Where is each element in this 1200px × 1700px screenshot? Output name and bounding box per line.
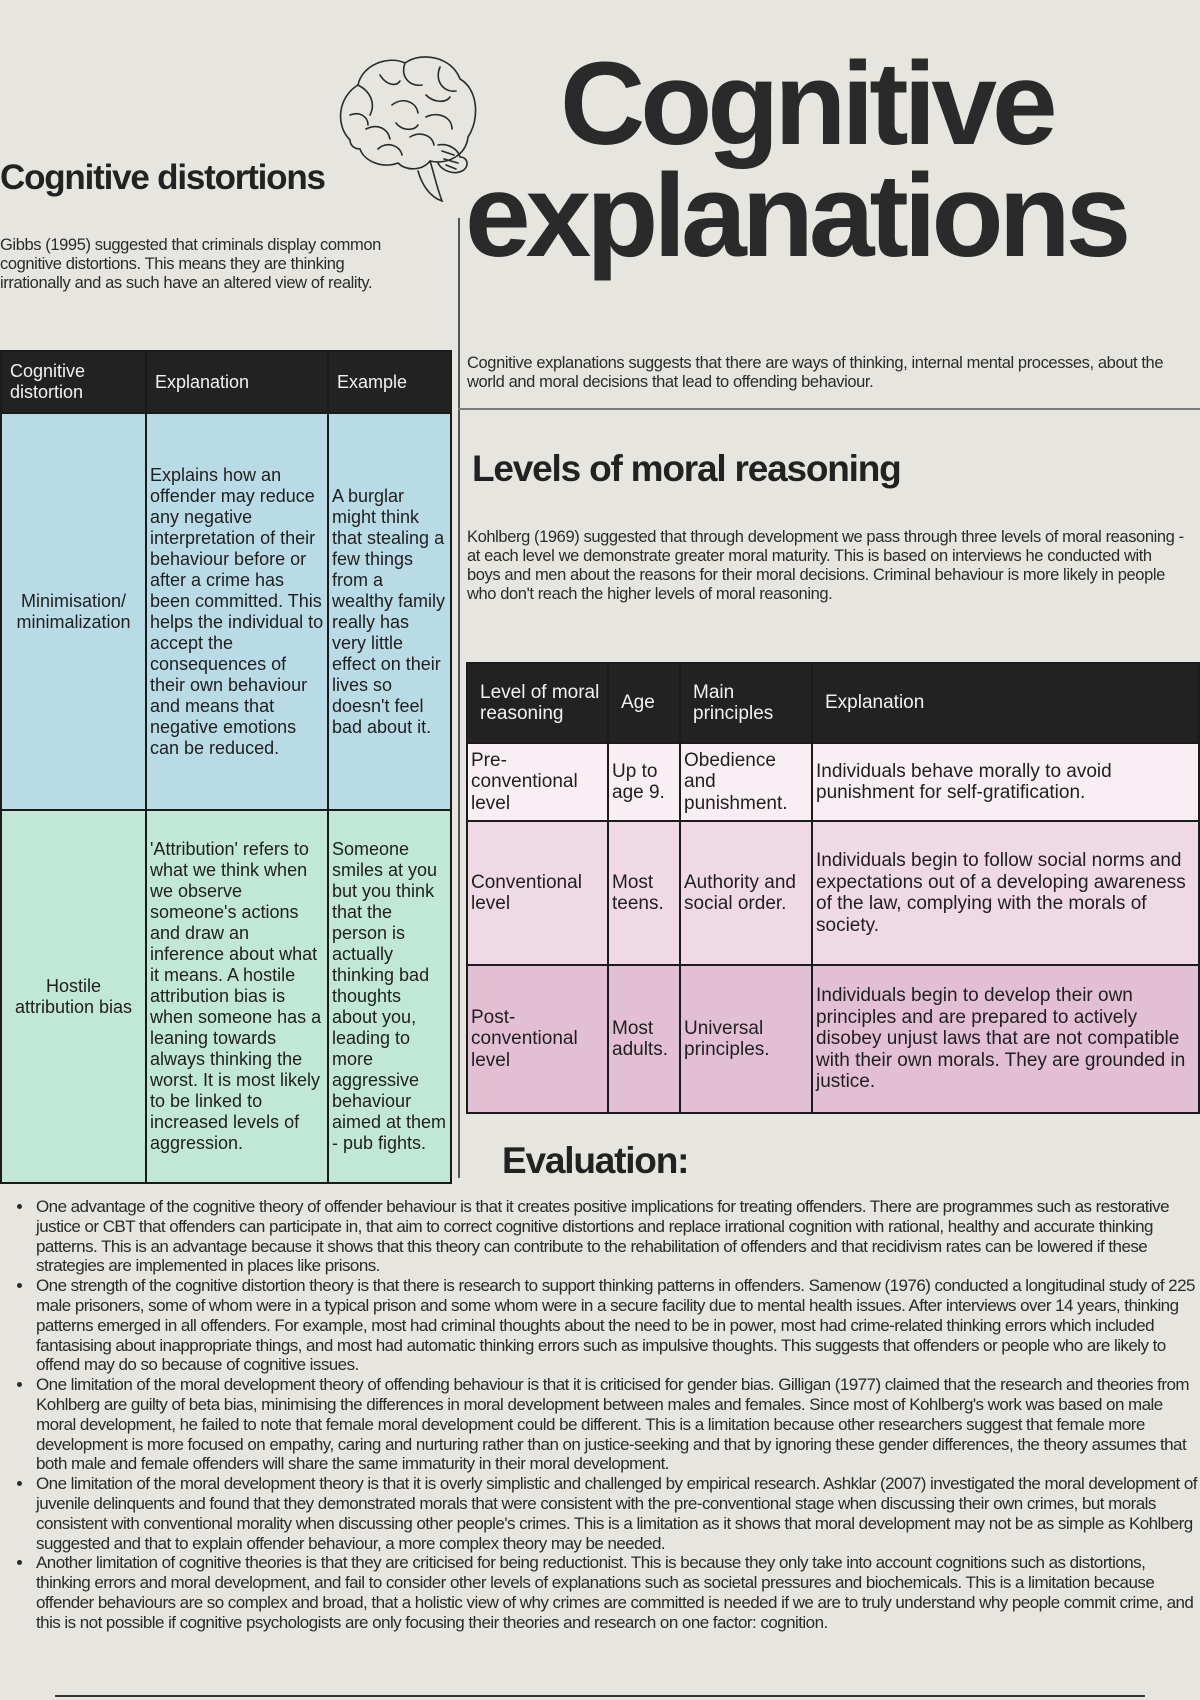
moral-reasoning-intro: Kohlberg (1969) suggested that through development we pass through three levels of moral reasoning - at each level we demonstrate greater moral maturity. This is based on interviews he conducted with boys and men about the reasons for their moral decisions. Criminal behaviour is more likely in people who don't reach the higher levels of moral reasoning. bbox=[467, 528, 1184, 603]
brain-icon bbox=[330, 45, 480, 210]
moral-explanation: Individuals begin to develop their own principles and are prepared to actively disobey unjust laws that are not compatible with their own morals. They are grounded in justice. bbox=[812, 965, 1199, 1113]
bottom-rule bbox=[55, 1695, 1145, 1697]
table-row bbox=[467, 743, 1199, 821]
evaluation-heading: Evaluation: bbox=[502, 1140, 689, 1181]
evaluation-point: • Another limitation of cognitive theories is that they are criticised for being reductionist. This is because they only take into account cognitions such as distortions, thinking errors and moral development, and fail to consider other levels of explanations such as societal pressures and biochemicals. This is a limitation because offender behaviours are so complex and broad, that a holistic view of why crimes are committed is needed if we are to truly understand why people commit crime, and this is not possible if cognitive psychologists are only focusing their theories and research on one factor: cognition. bbox=[34, 1553, 1200, 1632]
title-line-2: explanations bbox=[465, 150, 1127, 282]
table-row bbox=[467, 821, 1199, 965]
evaluation-list bbox=[12, 1197, 1200, 1633]
table-header: Age bbox=[608, 663, 680, 743]
distortion-example: A burglar might think that stealing a few things from a wealthy family really has very little effect on their lives so doesn't feel bad about it. bbox=[328, 413, 451, 810]
distortion-explanation: 'Attribution' refers to what we think when we observe someone's actions and draw an inference about what it means. A hostile attribution bias is when someone has a leaning towards always thinking the worst. It is most likely to be linked to increased levels of aggression. bbox=[146, 810, 328, 1183]
title-line-1: Cognitive bbox=[560, 38, 1053, 170]
cognitive-distortions-heading: Cognitive distortions bbox=[0, 158, 325, 197]
table-row bbox=[467, 965, 1199, 1113]
table-header: Explanation bbox=[812, 663, 1199, 743]
table-header: Cognitive distortion bbox=[1, 351, 146, 413]
table-header: Main principles bbox=[680, 663, 812, 743]
table-row bbox=[1, 810, 451, 1183]
moral-level: Conventional level bbox=[467, 821, 608, 965]
evaluation-point: • One advantage of the cognitive theory of offender behaviour is that it creates positive implications for treating offenders. There are programmes such as restorative justice or CBT that offenders can participate in, that aim to correct cognitive distortions and replace irrational cognition with rational, healthy and accurate thinking patterns. This is an advantage because it shows that this theory can contribute to the rehabilitation of offenders and that recidivism rates can be lowered if these strategies are implemented in places like prisons. bbox=[34, 1197, 1200, 1276]
evaluation-point: • One limitation of the moral development theory of offending behaviour is that it is criticised for gender bias. Gilligan (1977) claimed that the research and theories from Kohlberg are guilty of beta bias, minimising the differences in moral development between males and females. Since most of Kohlberg's work was based on male moral development, he failed to note that female moral development could be different. This is a limitation because other researchers suggest that female more development is more focused on empathy, caring and nurturing rather than on justice-seeking and that by ignoring these gender differences, the theory assumes that both male and female offenders will share the same immaturity in their moral development. bbox=[34, 1375, 1200, 1474]
moral-principles: Obedience and punishment. bbox=[680, 743, 812, 821]
moral-level: Post-conventional level bbox=[467, 965, 608, 1113]
moral-principles: Authority and social order. bbox=[680, 821, 812, 965]
distortion-name: Hostile attribution bias bbox=[1, 810, 146, 1183]
cognitive-explanations-intro: Cognitive explanations suggests that there are ways of thinking, internal mental processes, about the world and moral decisions that lead to offending behaviour. bbox=[467, 354, 1164, 391]
section-divider bbox=[458, 408, 1200, 410]
cognitive-distortions-intro: Gibbs (1995) suggested that criminals display common cognitive distortions. This means they are thinking irrationally and as such have an altered view of reality. bbox=[0, 236, 381, 292]
table-header-row bbox=[1, 351, 451, 413]
evaluation-point: • One strength of the cognitive distortion theory is that there is research to support thinking patterns in offenders. Samenow (1976) conducted a longitudinal study of 225 male prisoners, some of whom were in a typical prison and some whom were in a secure facility due to mental health issues. After interviews over 14 years, thinking patterns emerged in all offenders. For example, most had criminal thoughts about the need to be in power, most had crime-related thinking errors which included fantasising about inappropriate things, and most had automatic thinking errors such as impulsive thoughts. This suggests that offenders or people who are likely to offend may do so because of cognitive issues. bbox=[34, 1276, 1200, 1375]
page-title bbox=[465, 38, 1200, 282]
moral-reasoning-heading: Levels of moral reasoning bbox=[472, 448, 901, 489]
table-header: Level of moral reasoning bbox=[467, 663, 608, 743]
table-row bbox=[1, 413, 451, 810]
moral-age: Most adults. bbox=[608, 965, 680, 1113]
table-header-row bbox=[467, 663, 1199, 743]
distortion-explanation: Explains how an offender may reduce any negative interpretation of their behaviour before or after a crime has been committed. This helps the individual to accept the consequences of their own behaviour and means that negative emotions can be reduced. bbox=[146, 413, 328, 810]
moral-level: Pre-conventional level bbox=[467, 743, 608, 821]
distortion-name: Minimisation/ minimalization bbox=[1, 413, 146, 810]
moral-explanation: Individuals begin to follow social norms and expectations out of a developing awareness of the law, complying with the morals of society. bbox=[812, 821, 1199, 965]
moral-explanation: Individuals behave morally to avoid punishment for self-gratification. bbox=[812, 743, 1199, 821]
moral-age: Up to age 9. bbox=[608, 743, 680, 821]
moral-reasoning-table bbox=[466, 662, 1200, 1114]
distortion-example: Someone smiles at you but you think that the person is actually thinking bad thoughts about you, leading to more aggressive behaviour aimed at them - pub fights. bbox=[328, 810, 451, 1183]
moral-age: Most teens. bbox=[608, 821, 680, 965]
evaluation-point: • One limitation of the moral development theory is that it is overly simplistic and challenged by empirical research. Ashklar (2007) investigated the moral development of juvenile delinquents and found that they demonstrated morals that were consistent with the pre-conventional stage when discussing their own crimes, but morals consistent with conventional morality when discussing other people's crimes. This is a limitation as it shows that moral development may not be as simple as Kohlberg suggested and that to explain offender behaviour, a more complex theory may be needed. bbox=[34, 1474, 1200, 1553]
table-header: Example bbox=[328, 351, 451, 413]
cognitive-distortions-table bbox=[0, 350, 452, 1184]
table-header: Explanation bbox=[146, 351, 328, 413]
moral-principles: Universal principles. bbox=[680, 965, 812, 1113]
column-divider bbox=[458, 218, 460, 1178]
